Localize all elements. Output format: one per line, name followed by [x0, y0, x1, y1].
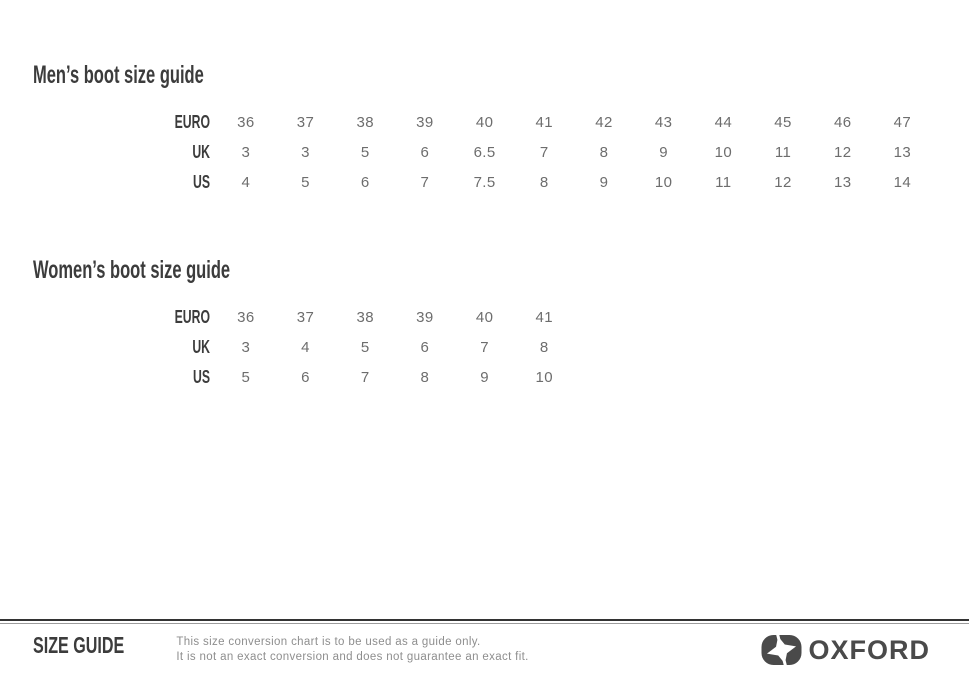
size-cell: 7 — [480, 338, 489, 356]
row-label: EURO — [174, 111, 210, 132]
row-label: UK — [192, 336, 210, 357]
size-cell: 7.5 — [473, 173, 496, 191]
oxford-logo — [761, 634, 930, 666]
size-row-euro — [0, 107, 969, 137]
size-cell: 5 — [360, 338, 370, 356]
size-cell: 36 — [237, 113, 255, 131]
size-cell: 11 — [774, 143, 792, 161]
footer-title: SIZE GUIDE — [33, 632, 125, 658]
footer-disclaimer — [176, 635, 528, 664]
size-cell: 47 — [893, 113, 912, 131]
size-cell: 41 — [535, 113, 554, 131]
size-cell: 36 — [237, 308, 255, 326]
size-cell: 43 — [654, 113, 673, 131]
size-cell: 6 — [420, 143, 430, 161]
disclaimer-line-2: It is not an exact conversion and does not guarantee an exact fit. — [176, 650, 529, 663]
womens-section-title: Women’s boot size guide — [33, 256, 231, 284]
size-cell: 8 — [539, 173, 549, 191]
size-cell: 45 — [774, 113, 792, 131]
size-cell: 40 — [475, 308, 494, 326]
size-cell: 9 — [599, 173, 609, 191]
size-cell: 7 — [420, 173, 430, 191]
footer — [0, 619, 969, 666]
mens-size-section — [0, 62, 969, 197]
row-label: US — [192, 171, 210, 192]
size-cell: 12 — [774, 173, 792, 191]
womens-size-table — [0, 302, 969, 392]
footer-content — [0, 624, 969, 666]
size-cell: 3 — [241, 338, 251, 356]
size-cell: 4 — [301, 338, 310, 356]
size-cell: 7 — [539, 143, 549, 161]
size-cell: 14 — [893, 173, 912, 191]
size-cell: 8 — [420, 368, 430, 386]
size-cell: 10 — [654, 173, 673, 191]
row-label: EURO — [174, 306, 210, 327]
size-row-uk — [0, 332, 969, 362]
size-cell: 8 — [599, 143, 609, 161]
size-cell: 10 — [714, 143, 733, 161]
oxford-star-icon — [761, 634, 802, 666]
size-cell: 46 — [833, 113, 852, 131]
size-cell: 11 — [715, 173, 732, 191]
size-cell: 38 — [356, 113, 374, 131]
size-cell: 41 — [535, 308, 554, 326]
size-cell: 42 — [595, 113, 613, 131]
size-cell: 5 — [241, 368, 251, 386]
size-cell: 9 — [659, 143, 669, 161]
size-cell: 6 — [301, 368, 310, 386]
size-cell: 12 — [833, 143, 852, 161]
size-cell: 38 — [356, 308, 374, 326]
size-cell: 6.5 — [473, 143, 496, 161]
size-cell: 6 — [360, 173, 370, 191]
size-cell: 5 — [301, 173, 310, 191]
size-cell: 13 — [833, 173, 852, 191]
size-cell: 6 — [420, 338, 430, 356]
size-cell: 39 — [416, 308, 434, 326]
size-cell: 5 — [360, 143, 370, 161]
size-cell: 3 — [301, 143, 310, 161]
size-cell: 7 — [360, 368, 370, 386]
size-cell: 44 — [714, 113, 733, 131]
size-cell: 40 — [475, 113, 494, 131]
mens-section-title: Men’s boot size guide — [33, 61, 204, 89]
mens-size-table — [0, 107, 969, 197]
disclaimer-line-1: This size conversion chart is to be used as a guide only. — [176, 636, 481, 648]
size-row-us — [0, 167, 969, 197]
size-cell: 10 — [535, 368, 554, 386]
size-row-us — [0, 362, 969, 392]
size-cell: 4 — [241, 173, 251, 191]
size-cell: 9 — [480, 368, 489, 386]
size-cell: 37 — [296, 308, 315, 326]
size-cell: 39 — [416, 113, 434, 131]
size-cell: 3 — [241, 143, 251, 161]
oxford-logo-text: OXFORD — [808, 635, 930, 665]
size-row-uk — [0, 137, 969, 167]
size-cell: 8 — [539, 338, 549, 356]
size-cell: 13 — [893, 143, 912, 161]
size-cell: 37 — [296, 113, 315, 131]
row-label: US — [192, 366, 210, 387]
womens-size-section — [0, 257, 969, 392]
row-label: UK — [192, 141, 210, 162]
size-row-euro — [0, 302, 969, 332]
